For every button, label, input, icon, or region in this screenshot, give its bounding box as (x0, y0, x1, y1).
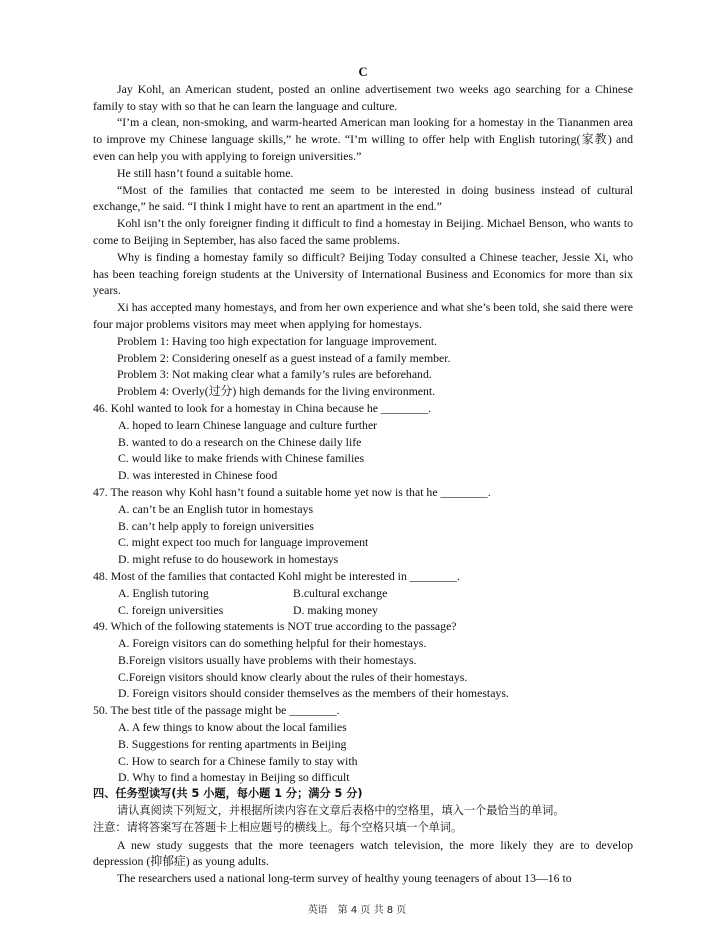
problem-item: Problem 1: Having too high expectation for language improvement. (117, 333, 438, 348)
answer-option: A. hoped to learn Chinese language and culture further (118, 417, 378, 432)
page-footer: 英语 第 4 页 共 8 页 (307, 905, 407, 916)
answer-option: D. might refuse to do housework in homestays (118, 552, 339, 567)
section-instruction: 请认真阅读下列短文，并根据所读内容在文章后表格中的空格里，填入一个最恰当的单词。 (117, 804, 565, 818)
answer-option: C. would like to make friends with Chinese families (118, 451, 365, 466)
answer-option: B.cultural exchange (293, 585, 388, 600)
passage-paragraph: A new study suggests that the more teenagers watch television, the more likely they are to develop depression (抑郁症) as young adults. (93, 837, 633, 869)
answer-option: A. English tutoring (118, 585, 209, 600)
passage-paragraph: Jay Kohl, an American student, posted an online advertisement two weeks ago searching for a Chinese family to stay with so that he can learn the language and culture. (93, 81, 633, 113)
question-stem: 50. The best title of the passage might be ________. (93, 703, 340, 718)
section-note: 注意：请将答案写在答题卡上相应题号的横线上。每个空格只填一个单词。 (93, 820, 463, 834)
answer-option: B. wanted to do a research on the Chinese daily life (118, 434, 362, 449)
answer-option: C.Foreign visitors should know clearly about the rules of their homestays. (118, 669, 468, 684)
question-stem: 46. Kohl wanted to look for a homestay in China because he ________. (93, 400, 432, 415)
answer-option: B.Foreign visitors usually have problems with their homestays. (118, 652, 417, 667)
passage-paragraph: The researchers used a national long-term survey of healthy young teenagers of about 13—16 to (117, 871, 572, 886)
passage-title: C (358, 65, 368, 79)
passage-paragraph: “I’m a clean, non-smoking, and warm-hearted American man looking for a homestay in the Tiananmen area to improve my Chinese language skills,” he wrote. “I’m willing to offer help with English tutoring(家教) and even can help you with applying to foreign universities.” (93, 115, 633, 163)
problem-item: Problem 3: Not making clear what a family’s rules are beforehand. (117, 367, 432, 382)
answer-option: C. foreign universities (118, 602, 224, 617)
passage-paragraph: “Most of the families that contacted me seem to be interested in doing business instead of cultural exchange,” he said. “I think I might have to rent an apartment in the end.” (93, 182, 633, 214)
answer-option: B. can’t help apply to foreign universities (118, 518, 315, 533)
problem-item: Problem 2: Considering oneself as a guest instead of a family member. (117, 350, 451, 365)
problem-item: Problem 4: Overly(过分) high demands for the living environment. (117, 384, 436, 399)
answer-option: A. Foreign visitors can do something helpful for their homestays. (118, 636, 427, 651)
answer-option: A. can’t be an English tutor in homestays (118, 501, 314, 516)
passage-paragraph: He still hasn’t found a suitable home. (117, 165, 294, 180)
passage-paragraph: Xi has accepted many homestays, and from her own experience and what she’s been told, she said there were four major problems visitors may meet when applying for homestays. (93, 300, 633, 331)
answer-option: C. might expect too much for language improvement (118, 535, 369, 550)
question-stem: 49. Which of the following statements is NOT true according to the passage? (93, 619, 457, 634)
answer-option: D. Why to find a homestay in Beijing so difficult (118, 770, 350, 785)
answer-option-row (93, 585, 633, 602)
answer-option: B. Suggestions for renting apartments in Beijing (118, 736, 347, 751)
answer-option: D. was interested in Chinese food (118, 468, 278, 483)
section-heading: 四、任务型读写(共 5 小题，每小题 1 分；满分 5 分) (93, 787, 363, 801)
page-content (93, 64, 633, 887)
passage-paragraph: Kohl isn’t the only foreigner finding it difficult to find a homestay in Beijing. Michael Benson, who wants to come to Beijing in September, has also faced the same problems. (93, 216, 633, 247)
answer-option: A. A few things to know about the local families (118, 720, 347, 735)
answer-option-row (93, 602, 633, 619)
passage-paragraph: Why is finding a homestay family so difficult? Beijing Today consulted a Chinese teacher, Jessie Xi, who has been teaching foreign students at the University of International Business and Economics for more than six years. (93, 249, 633, 298)
answer-option: D. Foreign visitors should consider themselves as the members of their homestays. (118, 686, 509, 701)
answer-option: C. How to search for a Chinese family to stay with (118, 753, 358, 768)
answer-option: D. making money (293, 602, 378, 617)
question-stem: 47. The reason why Kohl hasn’t found a suitable home yet now is that he ________. (93, 484, 491, 499)
question-stem: 48. Most of the families that contacted Kohl might be interested in ________. (93, 568, 460, 583)
